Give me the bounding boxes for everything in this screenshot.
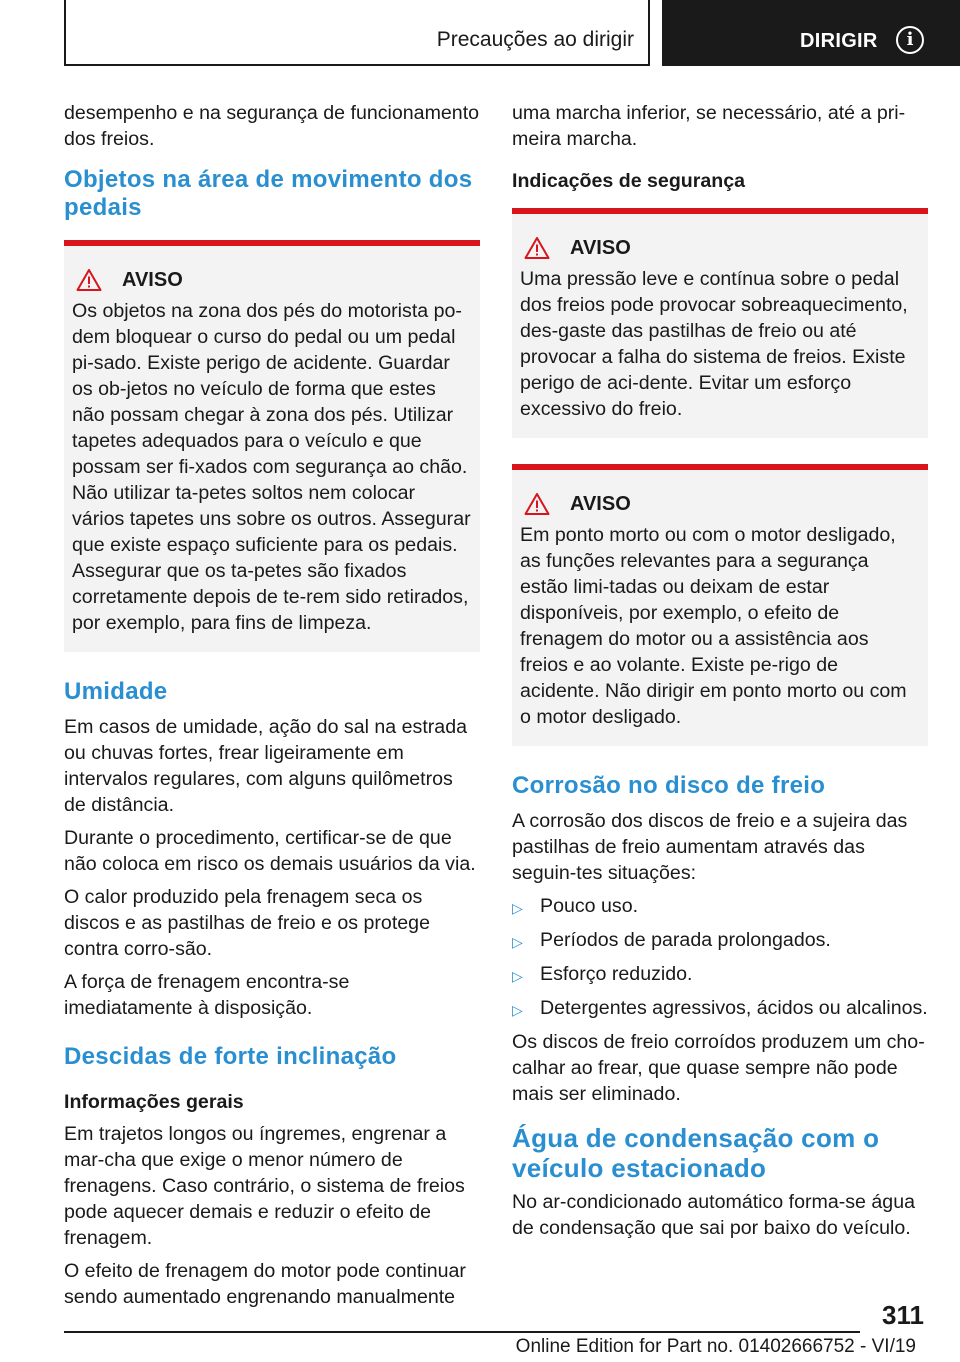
triangle-bullet-icon: ▷: [512, 900, 523, 916]
subheading-info: Informações gerais: [64, 1091, 244, 1113]
umidade-paragraph-3: O calor produzido pela frenagem seca os discos e as pastilhas de freio e os protege contra corro-são.: [64, 886, 430, 960]
list-item: [512, 961, 928, 989]
warning-box-pedals: [64, 240, 480, 652]
continuation-paragraph: uma marcha inferior, se necessário, até a pri-meira marcha.: [512, 102, 906, 150]
triangle-bullet-icon: ▷: [512, 968, 523, 984]
corrosao-list: [512, 893, 928, 1023]
heading-umidade: Umidade: [64, 678, 168, 705]
heading-pedals: Objetos na área de movimento dos pedais: [64, 166, 473, 221]
right-column: [512, 100, 928, 1248]
warning-triangle-icon: [524, 492, 550, 516]
umidade-paragraph-1: Em casos de umidade, ação do sal na estrada ou chuvas fortes, frear ligeiramente em intervalos regulares, com alguns quilômetros de distância.: [64, 716, 468, 816]
triangle-bullet-icon: ▷: [512, 934, 523, 950]
footer-divider: [64, 1331, 860, 1333]
header-chapter-title: DIRIGIR: [800, 30, 878, 52]
agua-paragraph-1: No ar-condicionado automático forma-se água de condensação que sai por baixo do veículo.: [512, 1191, 915, 1239]
warning-text: Os objetos na zona dos pés do motorista po-dem bloquear o curso do pedal ou um pedal pi-sado. Existe perigo de acidente. Guardar os ob-jetos no veículo de forma que estes não possam chegar à zona dos pés. Utilizar tapetes adequados para o veículo e que possam ser fi-xados com segurança ao chão. Não utilizar ta-petes soltos nem colocar vários tapetes uns sobre os outros. Assegurar que existe espaço suficiente para os pedais. Assegurar que os ta-petes são fixados corretamente depois de te-rem sido retirados, por exemplo, para fins de limpeza.: [72, 300, 471, 634]
list-item: [512, 995, 928, 1023]
corrosao-paragraph-2: Os discos de freio corroídos produzem um cho-calhar ao frear, que quase sempre não pode mais ser eliminado.: [512, 1031, 925, 1105]
heading-corrosao: Corrosão no disco de freio: [512, 772, 826, 799]
subheading-indicacoes: Indicações de segurança: [512, 170, 746, 192]
warning-text: Em ponto morto ou com o motor desligado, as funções relevantes para a segurança estão limi-tadas ou deixam de estar disponíveis, por exemplo, o efeito de frenagem do motor ou a assistência aos freios e ao volante. Existe pe-rigo de acidente. Não dirigir em ponto morto ou com o motor desligado.: [520, 524, 907, 728]
footer-edition: Online Edition for Part no. 01402666752 - VI/19: [515, 1336, 916, 1357]
warning-triangle-icon: [76, 268, 102, 292]
heading-descidas: Descidas de forte inclinação: [64, 1043, 397, 1070]
corrosao-paragraph-1: A corrosão dos discos de freio e a sujeira das pastilhas de freio aumentam através das seguin-tes situações:: [512, 810, 908, 884]
page-number: 311: [882, 1300, 924, 1330]
warning-title: [76, 268, 472, 292]
header-section-title: Precauções ao dirigir: [436, 28, 634, 51]
intro-paragraph: desempenho e na segurança de funcionamento dos freios.: [64, 102, 480, 150]
warning-box-neutral: [512, 464, 928, 746]
header-section-box: [64, 0, 650, 66]
warning-title: [524, 492, 920, 516]
warning-label: AVISO: [122, 268, 183, 291]
header-chapter-box: [662, 0, 960, 66]
warning-title: [524, 236, 920, 260]
list-item-text: Esforço reduzido.: [540, 963, 693, 985]
list-item-text: Períodos de parada prolongados.: [540, 929, 831, 951]
umidade-paragraph-4: A força de frenagem encontra-se imediatamente à disposição.: [64, 971, 350, 1019]
umidade-paragraph-2: Durante o procedimento, certificar-se de que não coloca em risco os demais usuários da via.: [64, 827, 476, 875]
warning-text: Uma pressão leve e contínua sobre o pedal dos freios pode provocar sobreaquecimento, des-gaste das pastilhas de freio ou até provocar a falha do sistema de freios. Existe perigo de aci-dente. Evitar um esforço excessivo do freio.: [520, 268, 908, 420]
warning-label: AVISO: [570, 236, 631, 259]
list-item-text: Pouco uso.: [540, 895, 639, 917]
list-item: [512, 893, 928, 921]
left-column: [64, 100, 480, 1317]
warning-triangle-icon: [524, 236, 550, 260]
warning-label: AVISO: [570, 492, 631, 515]
descidas-paragraph-2: O efeito de frenagem do motor pode continuar sendo aumentado engrenando manualmente: [64, 1260, 466, 1308]
triangle-bullet-icon: ▷: [512, 1002, 523, 1018]
heading-agua: Água de condensação com o veículo estacionado: [512, 1123, 880, 1183]
info-icon: i: [896, 26, 924, 54]
list-item: [512, 927, 928, 955]
descidas-paragraph-1: Em trajetos longos ou íngremes, engrenar a mar-cha que exige o menor número de frenagens. Caso contrário, o sistema de freios pode aquecer demais e reduzir o efeito de frenagem.: [64, 1123, 465, 1249]
list-item-text: Detergentes agressivos, ácidos ou alcalinos.: [540, 997, 928, 1019]
warning-box-pressure: [512, 208, 928, 438]
